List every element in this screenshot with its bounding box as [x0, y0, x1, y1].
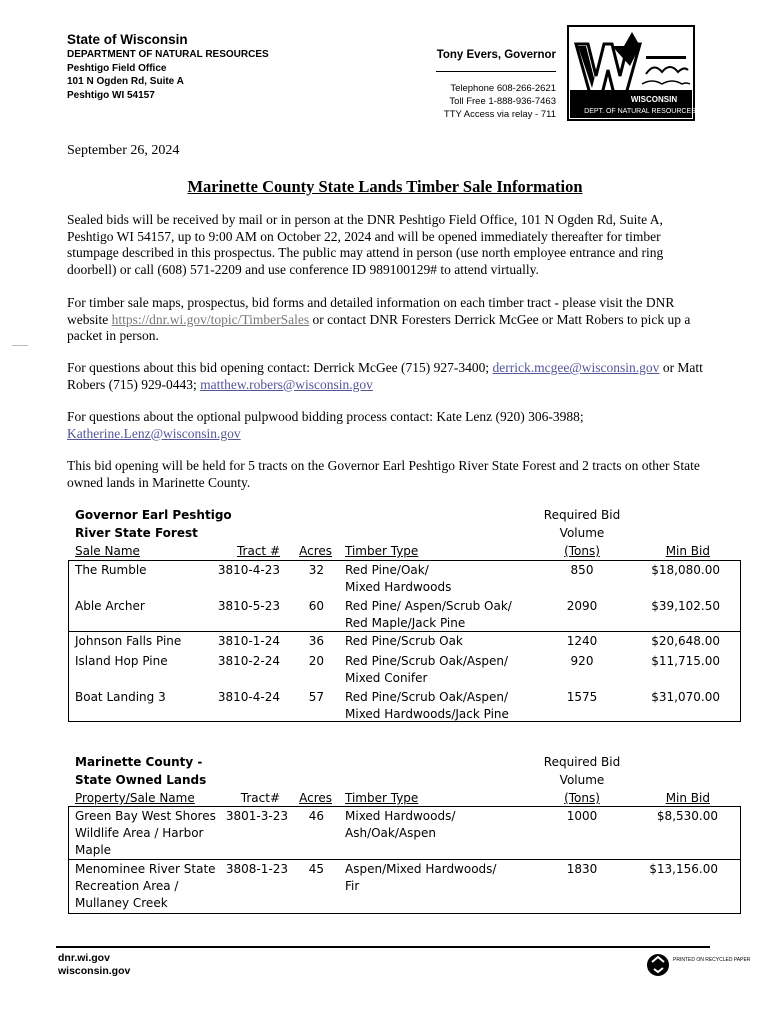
table-cell-sale-name: Able Archer: [75, 599, 145, 613]
email-link-mcgee[interactable]: derrick.mcgee@wisconsin.gov: [492, 360, 660, 375]
table-cell-timber-type: Red Maple/Jack Pine: [345, 616, 466, 630]
table-cell-volume: 1830: [566, 862, 598, 876]
tty-access: TTY Access via relay - 711: [443, 109, 556, 120]
text-segment: For timber sale maps, prospectus, bid forms and detailed information on each timber tract - please visit the DNR website: [67, 295, 675, 327]
timber-sales-link[interactable]: https://dnr.wi.gov/topic/TimberSales: [111, 311, 310, 327]
table-cell-tract: 3810-2-24: [217, 654, 280, 668]
table-cell-timber-type: Mixed Hardwoods/: [345, 809, 456, 823]
table-cell-sale-name: The Rumble: [75, 563, 147, 577]
column-header-volume-2: Volume: [559, 526, 605, 540]
office-city: Peshtigo WI 54157: [67, 89, 155, 101]
governor-contact-block: [422, 48, 556, 121]
table-cell-timber-type: Mixed Hardwoods: [345, 580, 452, 594]
table-cell-min-bid: $8,530.00: [656, 809, 718, 823]
state-name: State of Wisconsin: [67, 32, 188, 47]
table-cell-tract: 3801-3-23: [225, 809, 288, 823]
department-name: DEPARTMENT OF NATURAL RESOURCES: [67, 49, 269, 60]
column-header-tract: Tract#: [240, 791, 280, 805]
table-cell-tract: 3810-5-23: [217, 599, 280, 613]
table-cell-volume: 1575: [566, 690, 598, 704]
group-heading-line1: Marinette County -: [75, 755, 203, 769]
text-segment: For questions about this bid opening contact: Derrick McGee (715) 927-3400;: [67, 360, 493, 375]
column-header-volume-1: Required Bid: [543, 508, 621, 522]
margin-mark: [12, 345, 28, 346]
table-cell-min-bid: $20,648.00: [651, 634, 720, 648]
table-cell-sale-name: Boat Landing 3: [75, 690, 166, 704]
table-cell-min-bid: $13,156.00: [649, 862, 718, 876]
table-cell-timber-type: Red Pine/ Aspen/Scrub Oak/: [345, 599, 512, 613]
text-segment: or contact DNR Foresters Derrick McGee or Matt Robers to pick up a packet in person.: [67, 311, 691, 343]
table-cell-volume: 1240: [566, 634, 598, 648]
governor-name: Tony Evers, Governor: [436, 49, 556, 61]
column-header-sale-name: Sale Name: [75, 544, 140, 558]
table-cell-tract: 3808-1-23: [225, 862, 288, 876]
email-link-lenz[interactable]: Katherine.Lenz@wisconsin.gov: [67, 425, 241, 441]
table-cell-min-bid: $39,102.50: [651, 599, 720, 613]
table-cell-volume: 2090: [566, 599, 598, 613]
table-cell-sale-name: Maple: [75, 843, 112, 857]
table-cell-tract: 3810-1-24: [217, 634, 280, 648]
table-cell-timber-type: Mixed Hardwoods/Jack Pine: [345, 707, 509, 721]
table-cell-acres: 46: [308, 809, 324, 823]
footer-link-dnr[interactable]: dnr.wi.gov: [58, 952, 110, 964]
table-cell-timber-type: Red Pine/Oak/: [345, 563, 429, 577]
paragraph-tract-summary: This bid opening will be held for 5 tracts on the Governor Earl Peshtigo River State Forest and 2 tracts on other State owned lands in Marinette County.: [67, 458, 700, 490]
letter-date: September 26, 2024: [67, 143, 180, 158]
table-cell-timber-type: Fir: [345, 879, 360, 893]
governor-divider: [436, 71, 556, 72]
column-header-volume-3: (Tons): [564, 544, 600, 558]
footer-divider: [56, 946, 710, 948]
table-cell-sale-name: Johnson Falls Pine: [75, 634, 182, 648]
table-cell-sale-name: Recreation Area /: [75, 879, 179, 893]
table-cell-acres: 36: [308, 634, 324, 648]
text-segment: For questions about the optional pulpwood bidding process contact: Kate Lenz (920) 306-3988;: [67, 409, 584, 424]
table-cell-timber-type: Red Pine/Scrub Oak/Aspen/: [345, 654, 509, 668]
column-header-tract: Tract #: [236, 544, 280, 558]
table-cell-acres: 60: [308, 599, 324, 613]
recycle-text: PRINTED ON RECYCLED PAPER: [673, 957, 751, 963]
toll-free: Toll Free 1-888-936-7463: [449, 96, 556, 107]
table-cell-volume: 1000: [566, 809, 598, 823]
table-cell-min-bid: $11,715.00: [651, 654, 720, 668]
paragraph-bid-submission: Sealed bids will be received by mail or in person at the DNR Peshtigo Field Office, 101 N Ogden Rd, Suite A, Peshtigo WI 54157, up to 9:00 AM on October 22, 2024 and will be opened immediately thereafter for timber stumpage described in this prospectus. The public may attend in person (use north employee entrance and ring doorbell) or call (608) 571-2209 and use conference ID 989100129# to attend virtually.: [67, 212, 664, 277]
table-cell-volume: 850: [570, 563, 594, 577]
paragraph-bid-contacts: [67, 360, 707, 393]
text-segment: or Matt Robers (715) 929-0443;: [67, 360, 703, 392]
column-header-timber-type: Timber Type: [345, 544, 419, 558]
logo-line2: DEPT. OF NATURAL RESOURCES: [584, 108, 696, 115]
table-cell-acres: 20: [308, 654, 324, 668]
column-header-volume-1: Required Bid: [543, 755, 621, 769]
dnr-logo-icon: [568, 26, 694, 120]
email-link-robers[interactable]: matthew.robers@wisconsin.gov: [200, 376, 373, 392]
group-heading-line2: River State Forest: [75, 526, 198, 540]
column-header-volume-3: (Tons): [564, 791, 600, 805]
paragraph-timber-maps: [67, 295, 707, 345]
column-header-acres: Acres: [299, 544, 332, 558]
logo-line1: WISCONSIN: [630, 95, 678, 104]
column-header-acres: Acres: [299, 791, 332, 805]
table-cell-timber-type: Red Pine/Scrub Oak: [345, 634, 463, 648]
column-header-timber-type: Timber Type: [345, 791, 419, 805]
group-heading-line2: State Owned Lands: [75, 773, 207, 787]
table-cell-acres: 57: [308, 690, 324, 704]
table-cell-sale-name: Wildlife Area / Harbor: [75, 826, 204, 840]
agency-address-block: [67, 32, 269, 102]
document-title: Marinette County State Lands Timber Sale Information: [187, 177, 583, 196]
recycled-paper-icon: [645, 952, 751, 978]
column-header-sale-name: Property/Sale Name: [75, 791, 195, 805]
table-cell-volume: 920: [570, 654, 594, 668]
column-header-volume-2: Volume: [559, 773, 605, 787]
table-cell-sale-name: Menominee River State: [75, 862, 216, 876]
table-cell-tract: 3810-4-24: [217, 690, 280, 704]
table-cell-min-bid: $31,070.00: [651, 690, 720, 704]
table-cell-sale-name: Island Hop Pine: [75, 654, 168, 668]
paragraph-pulpwood-contact: [67, 409, 707, 442]
footer-link-wisconsin[interactable]: wisconsin.gov: [58, 965, 131, 977]
table-cell-timber-type: Red Pine/Scrub Oak/Aspen/: [345, 690, 509, 704]
column-header-min-bid: Min Bid: [665, 791, 710, 805]
office-name: Peshtigo Field Office: [67, 62, 167, 74]
table-cell-timber-type: Aspen/Mixed Hardwoods/: [345, 862, 497, 876]
telephone: Telephone 608-266-2621: [450, 83, 556, 94]
table-cell-min-bid: $18,080.00: [651, 563, 720, 577]
footer-websites: [58, 952, 130, 978]
table-cell-sale-name: Mullaney Creek: [75, 896, 168, 910]
office-street: 101 N Ogden Rd, Suite A: [67, 76, 184, 87]
table-cell-sale-name: Green Bay West Shores: [75, 809, 216, 823]
table-cell-acres: 32: [308, 563, 324, 577]
table-cell-timber-type: Ash/Oak/Aspen: [345, 826, 436, 840]
group-heading-line1: Governor Earl Peshtigo: [75, 508, 232, 522]
table-cell-tract: 3810-4-23: [217, 563, 280, 577]
column-header-min-bid: Min Bid: [665, 544, 710, 558]
table-cell-acres: 45: [308, 862, 324, 876]
table-cell-timber-type: Mixed Conifer: [345, 671, 428, 685]
